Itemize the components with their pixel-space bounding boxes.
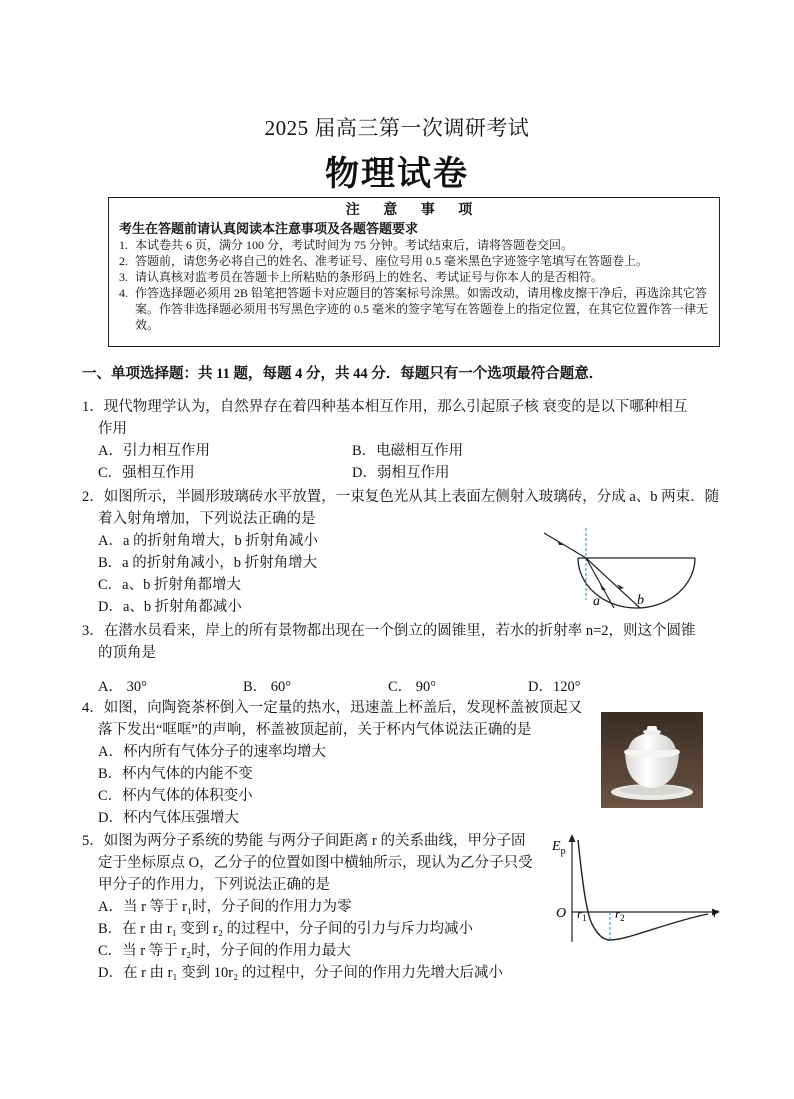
option-a: A．当 r 等于 r₁时，分子间的作用力为零 (98, 899, 352, 915)
option-d: D．120° (528, 679, 581, 695)
ray-a (586, 558, 614, 608)
question-1 (82, 396, 722, 484)
potential-energy-graph (548, 828, 728, 946)
notice-item-number: 4. (119, 286, 128, 300)
question-stem-cont: 的顶角是 (98, 645, 156, 661)
question-stem-cont: 甲分子的作用力，下列说法正确的是 (98, 877, 330, 893)
option-d: D．弱相互作用 (352, 465, 450, 481)
option-c: C． 90° (388, 679, 437, 695)
lid-knob-top (647, 726, 657, 732)
question-stem: 5．如图为两分子系统的势能 与两分子间距离 r 的关系曲线，甲分子固 (82, 833, 526, 849)
option-d: D．a、b 折射角都减小 (98, 599, 242, 615)
option-a: A．引力相互作用 (98, 443, 210, 459)
notice-item-text: 本试卷共 6 页，满分 100 分，考试时间为 75 分钟。考试结束后，请将答题卷交回。 (135, 238, 574, 252)
subject-title: 物理试卷 (325, 156, 469, 193)
r1-label-main: r (577, 906, 583, 921)
option-b: B．杯内气体的内能不变 (98, 766, 253, 782)
r2-label-sub: 2 (620, 913, 625, 923)
ep-label-main: E (552, 839, 561, 854)
ep-label (551, 839, 566, 857)
question-stem-cont: 作用 (98, 421, 127, 437)
exam-title: 2025 届高三第一次调研考试 (264, 116, 530, 140)
question-stem-cont: 着入射角增加，下列说法正确的是 (98, 511, 316, 527)
question-3 (82, 620, 722, 698)
option-a: A．杯内所有气体分子的速率均增大 (98, 744, 326, 760)
glass-brick-figure (540, 526, 700, 616)
r1-label (577, 906, 587, 923)
option-d: D．在 r 由 r₁ 变到 10r₂ 的过程中，分子间的作用力先增大后减小 (98, 965, 503, 981)
question-stem: 2．如图所示，半圆形玻璃砖水平放置，一束复色光从其上表面左侧射入玻璃砖，分成 a、b 两束．随 (82, 489, 720, 505)
option-c: C．当 r 等于 r₂时，分子间的作用力最大 (98, 943, 351, 959)
notice-heading: 注 意 事 项 (345, 203, 483, 218)
option-c: C．强相互作用 (98, 465, 195, 481)
r1-label-sub: 1 (582, 913, 587, 923)
option-c: C．杯内气体的体积变小 (98, 788, 253, 804)
option-a: A． 30° (98, 679, 147, 695)
question-stem: 1．现代物理学认为，自然界存在着四种基本相互作用，那么引起原子核 衰变的是以下哪种相互 (82, 399, 688, 415)
option-b: B．电磁相互作用 (352, 443, 464, 459)
notice-subheading: 考生在答题前请认真阅读本注意事项及各题答题要求 (119, 221, 419, 236)
option-a: A．a 的折射角增大，b 折射角减小 (98, 533, 318, 549)
notice-item-text: 答题前，请您务必将自己的姓名、准考证号、座位号用 0.5 毫米黑色字迹签字笔填写在答题卷上。 (135, 254, 649, 268)
r-axis-label: r (713, 906, 719, 921)
notice-item-number: 3. (119, 270, 128, 284)
incident-ray (544, 533, 586, 558)
notice-item (119, 253, 709, 269)
notice-item-text: 请认真核对监考员在答题卡上所粘贴的条形码上的姓名、考试证号与你本人的是否相符。 (135, 270, 604, 284)
teacup-photo (601, 712, 703, 808)
option-b: B．a 的折射角减小，b 折射角增大 (98, 555, 318, 571)
option-d: D．杯内气体压强增大 (98, 810, 239, 826)
question-stem-cont: 定于坐标原点 O，乙分子的位置如图中横轴所示，现认为乙分子只受 (98, 855, 533, 871)
section-heading: 一、单项选择题：共 11 题，每题 4 分，共 44 分．每题只有一个选项最符合题意． (82, 366, 604, 382)
origin-label: O (556, 906, 567, 921)
notice-item-text: 作答选择题必须用 2B 铅笔把答题卡对应题目的答案标号涂黑。如需改动，请用橡皮擦干净后，再选涂其它答案。作答非选择题必须用书写黑色字迹的 0.5 毫米的签字笔写在答题卷上的指定位置，在其它位置作答一律无效。 (135, 286, 709, 332)
option-b: B． 60° (243, 679, 292, 695)
ep-label-sub: p (560, 846, 566, 857)
question-stem-cont: 落下发出“哐哐”的声响，杯盖被顶起前，关于杯内气体说法正确的是 (98, 722, 532, 738)
label-a: a (593, 594, 600, 609)
option-b: B．在 r 由 r₁ 变到 r₂ 的过程中，分子间的引力与斥力均减小 (98, 921, 474, 937)
y-axis-arrow-icon (569, 834, 576, 842)
notice-box (108, 197, 720, 347)
notice-item-number: 1. (119, 238, 128, 252)
ep-curve (578, 840, 708, 940)
question-stem: 3．在潜水员看来，岸上的所有景物都出现在一个倒立的圆锥里，若水的折射率 n=2，则这个圆锥 (82, 623, 696, 639)
notice-item-number: 2. (119, 254, 128, 268)
label-b: b (637, 593, 644, 608)
question-stem: 4．如图，向陶瓷茶杯倒入一定量的热水，迅速盖上杯盖后，发现杯盖被顶起又 (82, 700, 583, 716)
r2-label-main: r (615, 906, 621, 921)
notice-item (119, 269, 709, 285)
option-c: C．a、b 折射角都增大 (98, 577, 241, 593)
ray-a-arrow-icon (600, 584, 606, 590)
notice-item (119, 285, 709, 333)
r2-label (615, 906, 625, 923)
notice-item (119, 237, 709, 253)
